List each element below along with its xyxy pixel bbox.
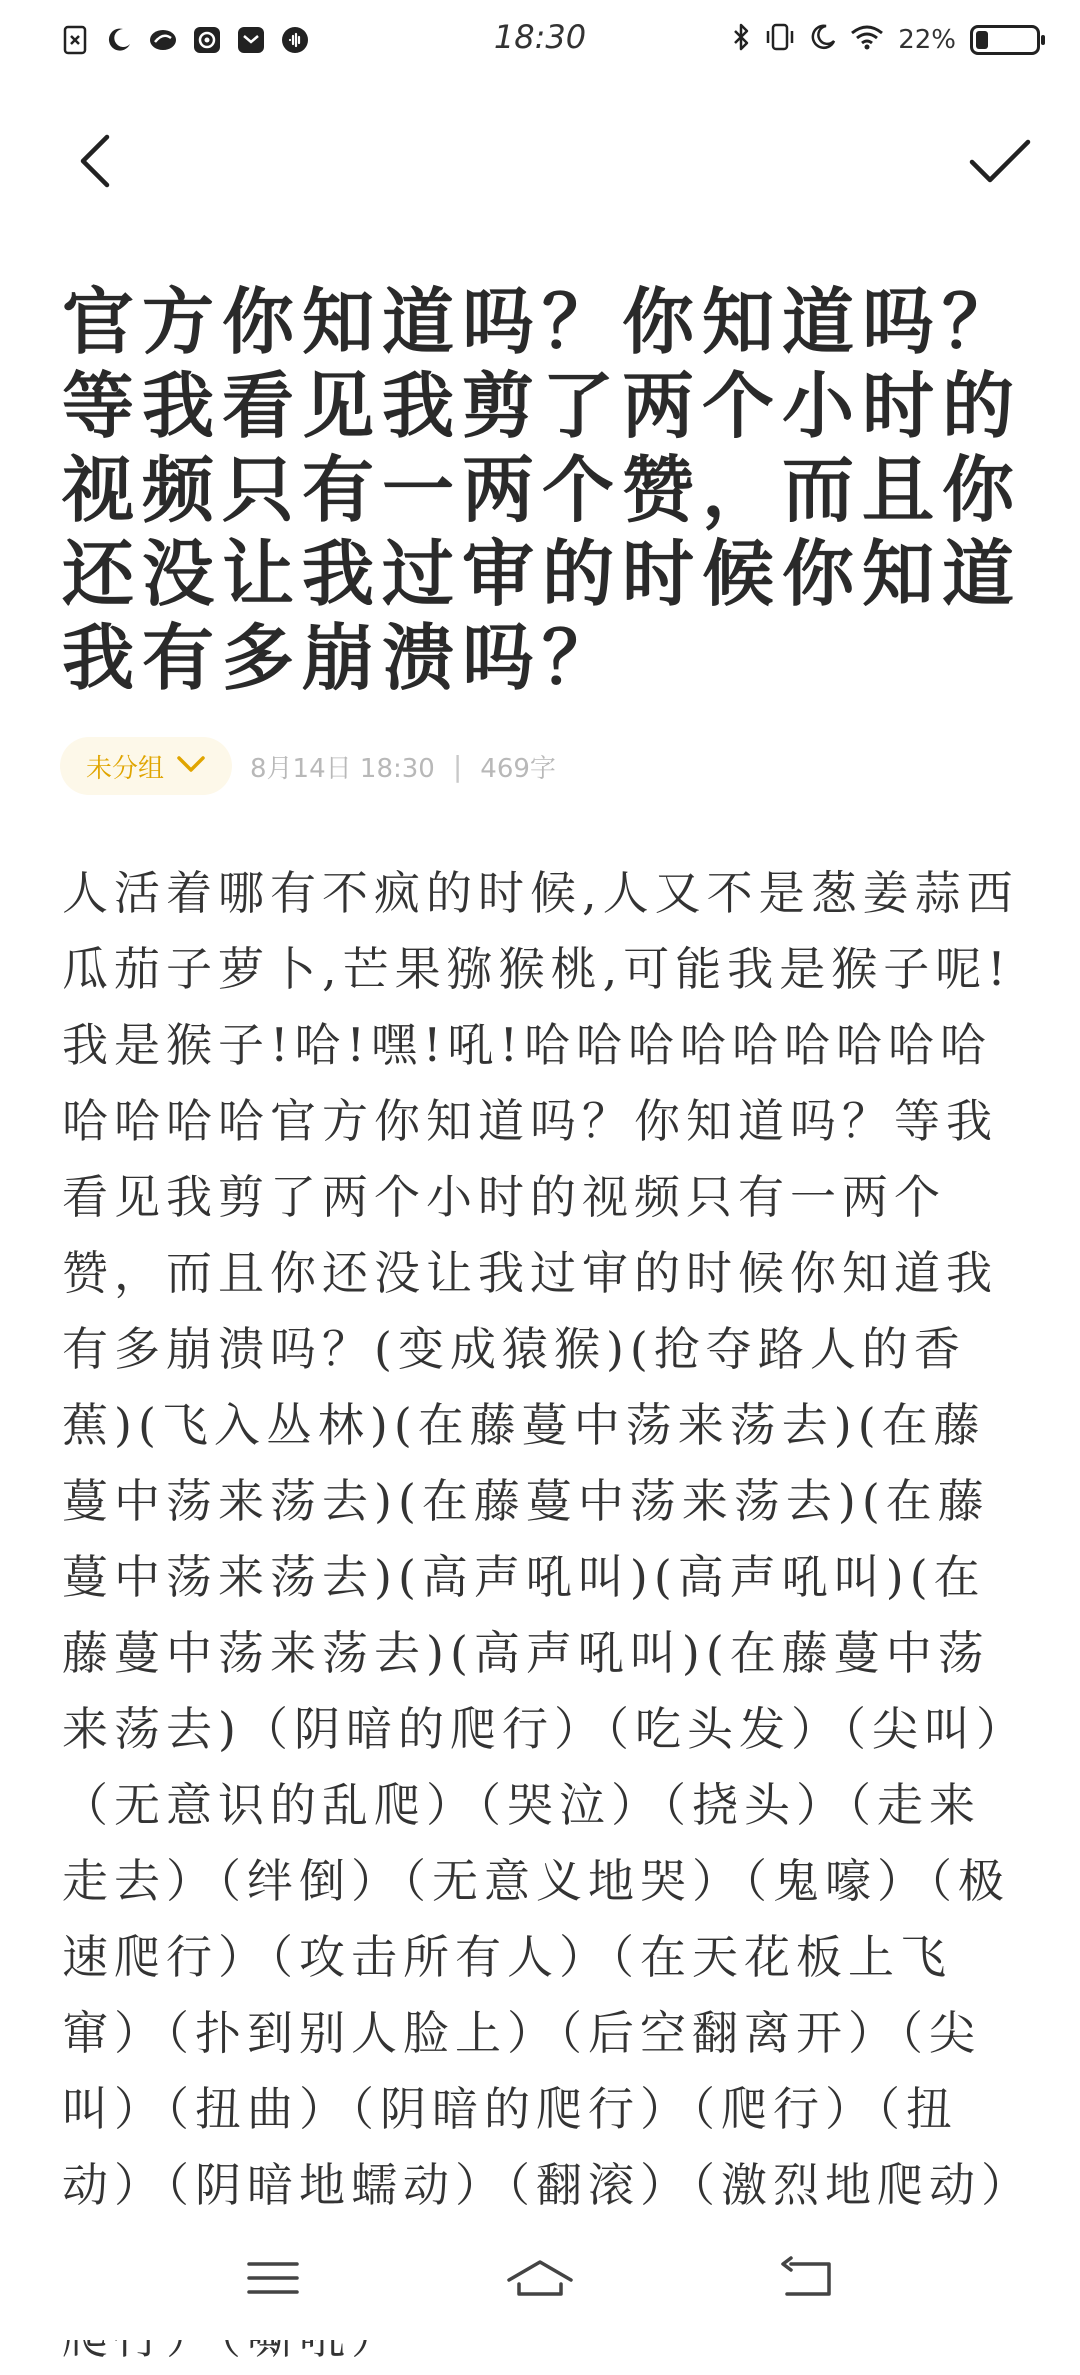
note-body[interactable]: 人活着哪有不疯的时候,人又不是葱姜蒜西瓜茄子萝卜,芒果猕猴桃,可能我是猴子呢!我是猴子!哈!嘿!吼!哈哈哈哈哈哈哈哈哈哈哈哈哈官方你知道吗？你知道吗？等我看见我剪了两个小时的视频只有一两个赞，而且你还没让我过审的时候你知道我有多崩溃吗？(变成猿猴)(抢夺路人的香蕉)(飞入丛林)(在藤蔓中荡来荡去)(在藤蔓中荡来荡去)(在藤蔓中荡来荡去)(在藤蔓中荡来荡去)(高声吼叫)(高声吼叫)(在藤蔓中荡来荡去)(高声吼叫)(在藤蔓中荡来荡去)（阴暗的爬行）（吃头发）（尖叫）（无意识的乱爬）（哭泣）（挠头）（走来走去）（绊倒）（无意义地哭）（鬼嚎）（极速爬行）（攻击所有人）（在天花板上飞窜）（扑到别人脸上）（后空翻离开）（尖叫）（扭曲）（阴暗的爬行）（爬行）（扭动）（阴暗地蠕动）（翻滚）（激烈地爬动） [62, 866, 1019, 2212]
home-button[interactable] [500, 2245, 580, 2315]
sim-card-icon [60, 25, 90, 55]
group-label: 未分组 [86, 753, 165, 784]
status-time: 18:30 [493, 18, 587, 56]
note-meta-row [60, 736, 556, 796]
home-icon [505, 2256, 575, 2304]
voice-app-icon [280, 25, 310, 55]
checkmark-icon [968, 136, 1032, 190]
music-app-icon [192, 25, 222, 55]
status-left-icons [60, 25, 310, 55]
back-arrow-icon [75, 131, 115, 195]
bluetooth-icon [732, 22, 750, 59]
battery-icon [970, 25, 1040, 55]
top-navigation [0, 110, 1080, 210]
note-title[interactable]: 官方你知道吗？你知道吗？等我看见我剪了两个小时的视频只有一两个赞，而且你还没让我过审的时候你知道我有多崩溃吗？ [62, 279, 1023, 700]
do-not-disturb-icon [810, 24, 836, 57]
word-count: 469字 [480, 753, 556, 784]
note-date: 8月14日 18:30 [250, 753, 435, 784]
moon-icon [104, 25, 134, 55]
save-confirm-button[interactable] [960, 128, 1040, 198]
battery-percent: 22% [898, 25, 956, 55]
status-bar [0, 0, 1080, 80]
vibrate-icon [764, 23, 796, 58]
back-button[interactable] [60, 128, 130, 198]
return-button[interactable] [767, 2245, 847, 2315]
system-navigation-bar [0, 2220, 1080, 2340]
meta-separator: | [452, 749, 463, 783]
wifi-icon [850, 24, 884, 57]
menu-icon [245, 2258, 301, 2302]
app-badge-icon [148, 25, 178, 55]
return-icon [779, 2256, 835, 2304]
mail-app-icon [236, 25, 266, 55]
status-right-icons [732, 22, 1040, 59]
group-selector-button[interactable] [60, 737, 232, 795]
menu-button[interactable] [233, 2245, 313, 2315]
chevron-down-icon [176, 751, 206, 781]
